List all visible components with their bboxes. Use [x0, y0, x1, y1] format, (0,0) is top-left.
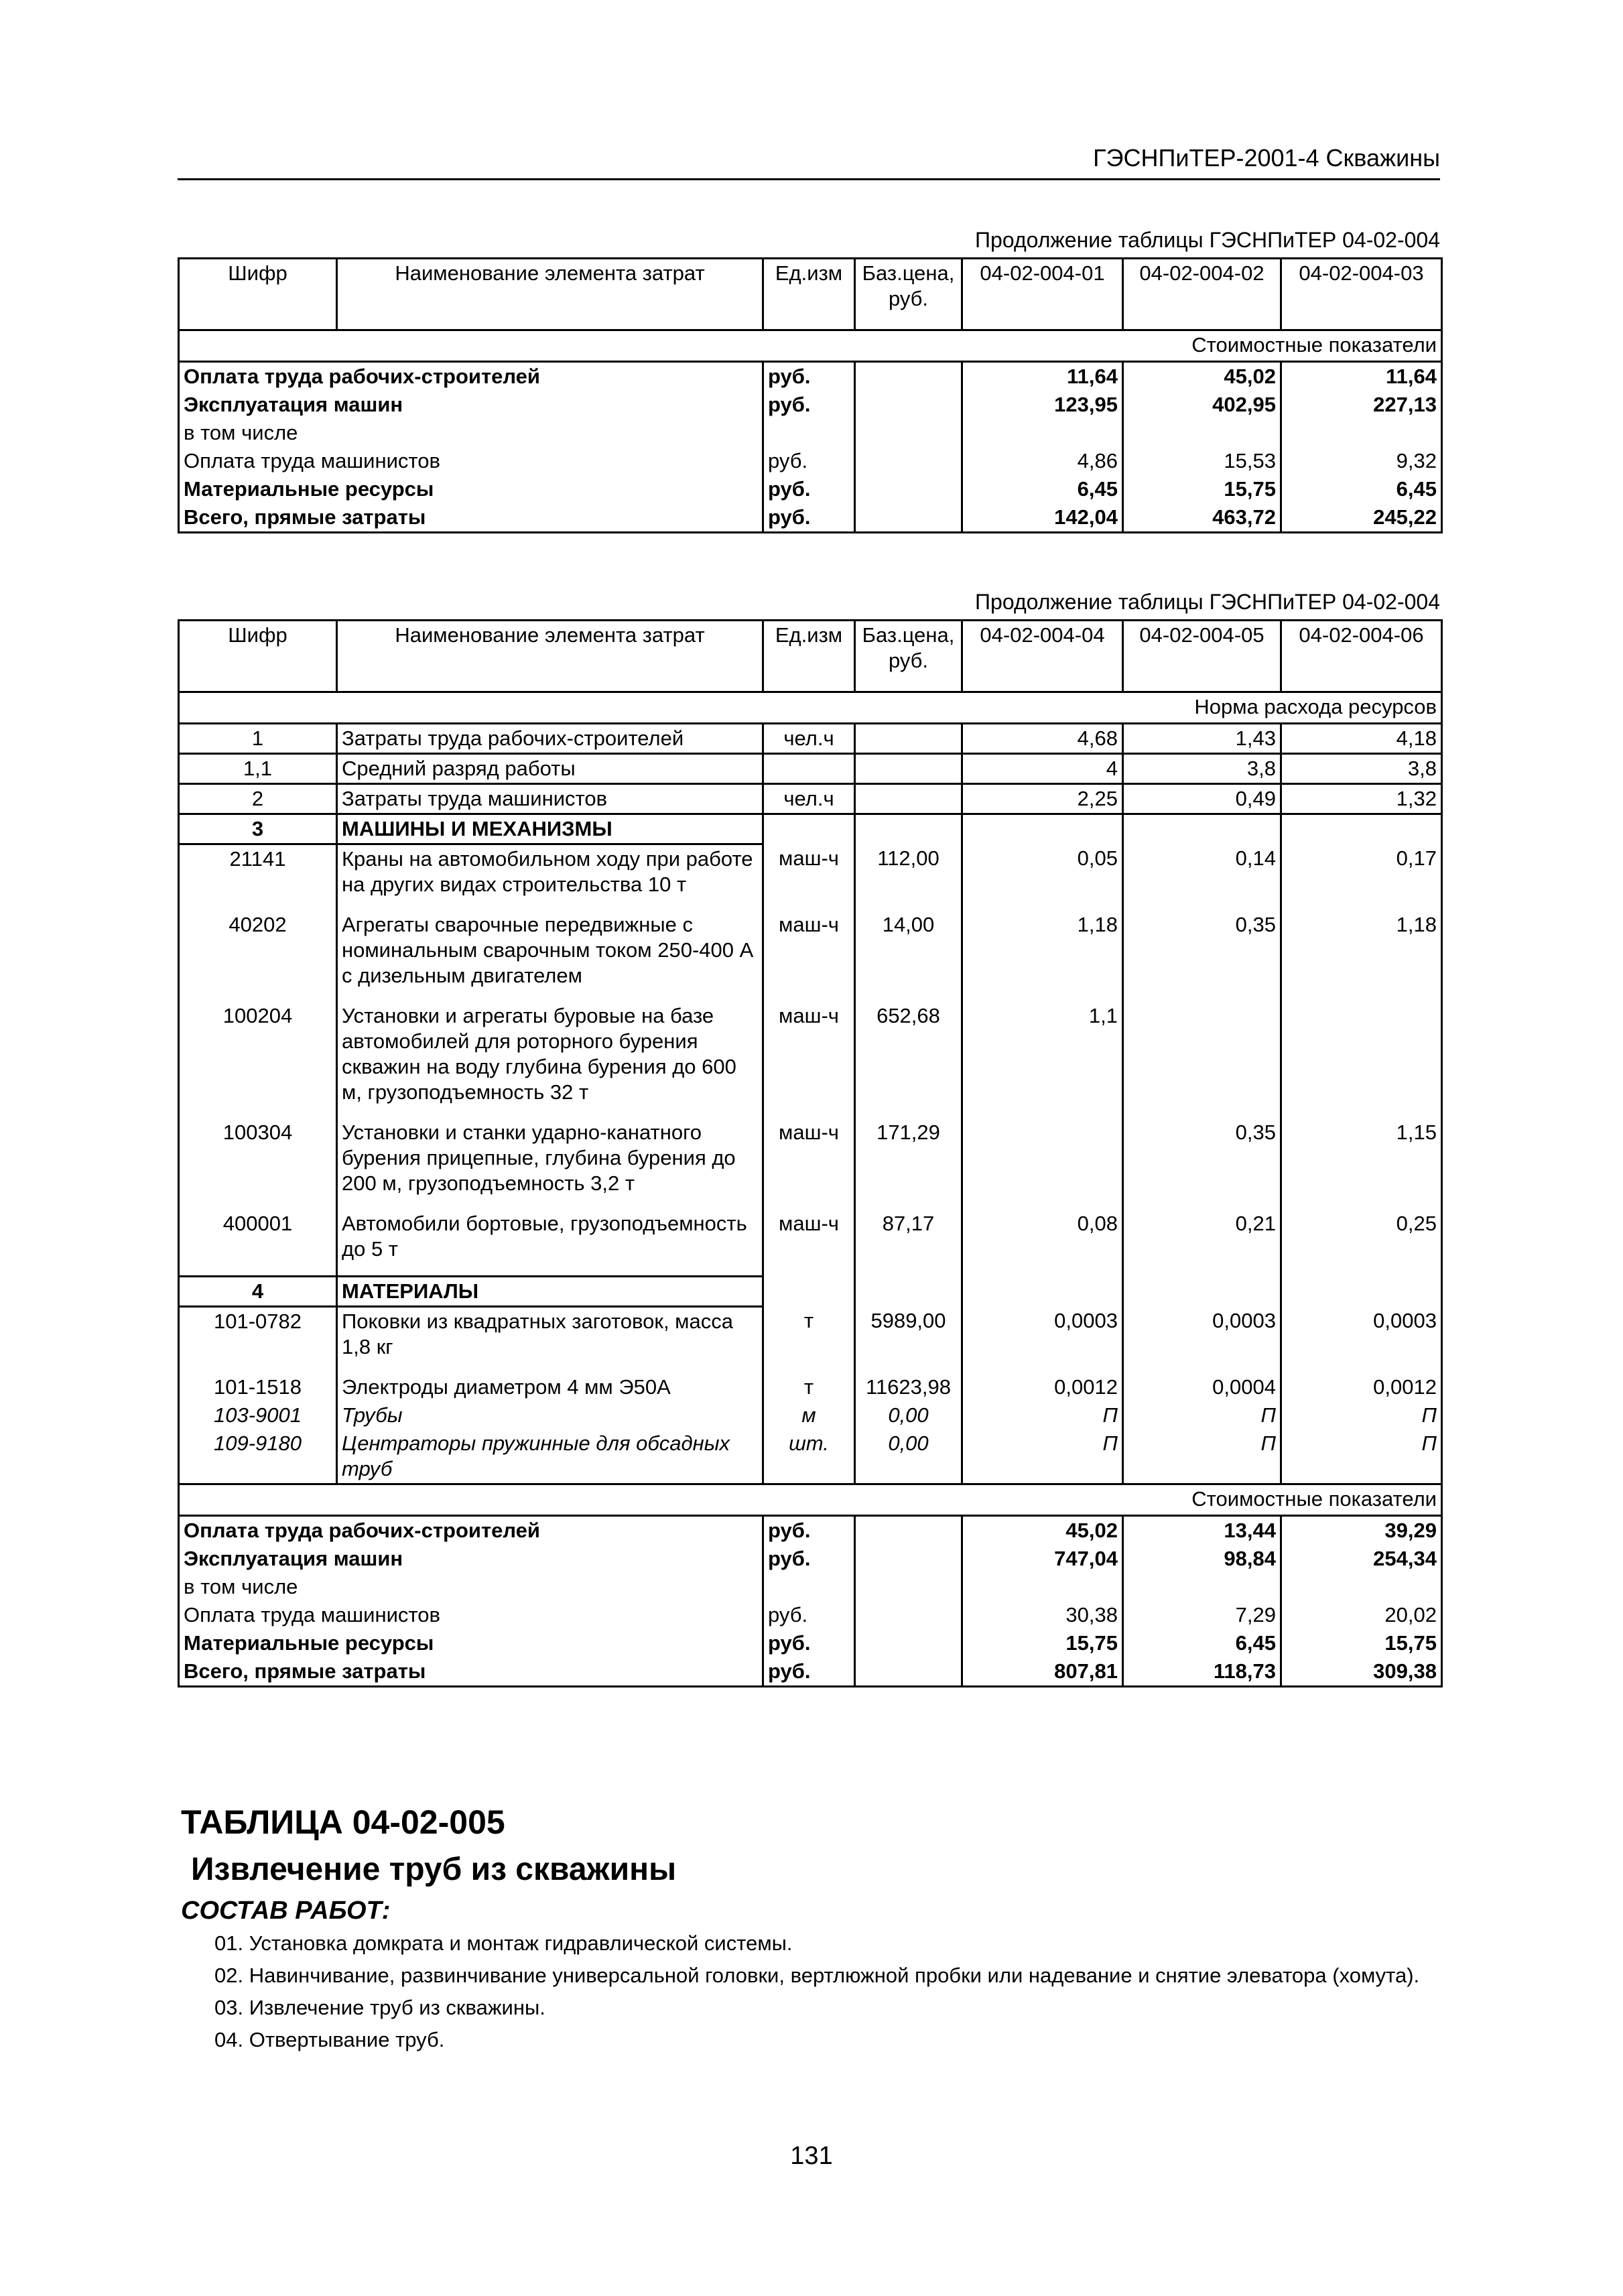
cost-value: 7,29: [1123, 1601, 1281, 1629]
composition-label: СОСТАВ РАБОТ:: [181, 1897, 391, 1925]
resource-value: 4,18: [1281, 724, 1442, 754]
resource-name: Краны на автомобильном ходу при работе на других видах строительства 10 т: [337, 844, 763, 911]
cost-name: в том числе: [179, 419, 763, 447]
empty-cell: [1281, 814, 1442, 844]
group-code: 4: [179, 1277, 337, 1307]
cost-value: 118,73: [1123, 1657, 1281, 1687]
work-item: 01. Установка домкрата и монтаж гидравлической системы.: [214, 1931, 793, 1955]
table-row: [179, 447, 1442, 475]
resource-value: 0,0003: [1123, 1307, 1281, 1374]
cost-value: 98,84: [1123, 1545, 1281, 1573]
resource-unit: [763, 754, 855, 784]
resource-value: 1,43: [1123, 724, 1281, 754]
cost-price: [855, 419, 962, 447]
resource-value: П: [1281, 1429, 1442, 1484]
resource-name: Затраты труда машинистов: [337, 784, 763, 814]
resource-code: 400001: [179, 1210, 337, 1277]
cost-value: 11,64: [1281, 362, 1442, 391]
empty-cell: [1123, 1277, 1281, 1307]
cost-unit: [763, 1573, 855, 1601]
group-header-row: [179, 1277, 1442, 1307]
resource-value: 4,68: [962, 724, 1123, 754]
resource-value: 0,25: [1281, 1210, 1442, 1277]
resource-code: 1: [179, 724, 337, 754]
cost-value: 402,95: [1123, 391, 1281, 419]
empty-cell: [763, 814, 855, 844]
resource-price: [855, 724, 962, 754]
cost-unit: руб.: [763, 475, 855, 503]
cost-value: [1123, 419, 1281, 447]
cost-value: 6,45: [1281, 475, 1442, 503]
empty-cell: [763, 1277, 855, 1307]
col-3-header: 04-02-004-03: [1281, 259, 1442, 330]
cost-value: 227,13: [1281, 391, 1442, 419]
group-header-row: [179, 814, 1442, 844]
section-label: Норма расхода ресурсов: [179, 692, 1442, 724]
col-5-header: 04-02-004-05: [1123, 621, 1281, 692]
table2-norm-row: [179, 692, 1442, 724]
col-price-header: Баз.цена, руб.: [855, 259, 962, 330]
empty-cell: [855, 1277, 962, 1307]
table2-caption: Продолжение таблицы ГЭСНПиТЕР 04-02-004: [975, 590, 1440, 614]
resource-unit: чел.ч: [763, 784, 855, 814]
resource-price: 0,00: [855, 1401, 962, 1429]
work-item: 04. Отвертывание труб.: [214, 2028, 445, 2051]
resource-value: 1,15: [1281, 1119, 1442, 1210]
resource-value: 0,0004: [1123, 1373, 1281, 1401]
cost-unit: руб.: [763, 447, 855, 475]
cost-price: [855, 1657, 962, 1687]
cost-value: 45,02: [1123, 362, 1281, 391]
resource-value: [1123, 1002, 1281, 1119]
col-code-header: Шифр: [179, 259, 337, 330]
cost-price: [855, 391, 962, 419]
resource-value: 0,0012: [1281, 1373, 1442, 1401]
cost-value: 309,38: [1281, 1657, 1442, 1687]
resource-price: 11623,98: [855, 1373, 962, 1401]
cost-value: 142,04: [962, 503, 1123, 533]
cost-name: Материальные ресурсы: [179, 1629, 763, 1657]
cost-value: 123,95: [962, 391, 1123, 419]
resource-value: 4: [962, 754, 1123, 784]
table-row: [179, 1429, 1442, 1484]
resource-value: 0,08: [962, 1210, 1123, 1277]
resource-unit: маш-ч: [763, 911, 855, 1002]
resource-code: 100304: [179, 1119, 337, 1210]
resource-value: 3,8: [1123, 754, 1281, 784]
resource-code: 103-9001: [179, 1401, 337, 1429]
cost-value: 254,34: [1281, 1545, 1442, 1573]
resource-code: 101-1518: [179, 1373, 337, 1401]
col-name-header: Наименование элемента затрат: [337, 259, 763, 330]
resource-name: Центраторы пружинные для обсадных труб: [337, 1429, 763, 1484]
cost-unit: руб.: [763, 1516, 855, 1545]
resource-name: Установки и станки ударно-канатного бурения прицепные, глубина бурения до 200 м, грузоподъемность 3,2 т: [337, 1119, 763, 1210]
resource-code: 101-0782: [179, 1307, 337, 1374]
work-item-text: 02. Навинчивание, развинчивание универсальной головки, вертлюжной пробки или надевание и снятие элеватора (хомута).: [214, 1964, 1420, 1987]
cost-value: 245,22: [1281, 503, 1442, 533]
resource-value: 0,0003: [962, 1307, 1123, 1374]
cost-unit: руб.: [763, 1629, 855, 1657]
empty-cell: [1123, 814, 1281, 844]
table-row: [179, 419, 1442, 447]
page-number: 131: [790, 2142, 833, 2170]
table-row: [179, 844, 1442, 911]
cost-value: 20,02: [1281, 1601, 1442, 1629]
resource-code: 40202: [179, 911, 337, 1002]
section-label: Стоимостные показатели: [179, 1484, 1442, 1516]
cost-value: [962, 1573, 1123, 1601]
resource-price: 14,00: [855, 911, 962, 1002]
section-label: Стоимостные показатели: [179, 330, 1442, 362]
resource-value: П: [1123, 1429, 1281, 1484]
empty-cell: [962, 814, 1123, 844]
resource-value: [962, 1119, 1123, 1210]
table-row: [179, 1601, 1442, 1629]
cost-value: 45,02: [962, 1516, 1123, 1545]
table-row: [179, 1545, 1442, 1573]
resource-code: 1,1: [179, 754, 337, 784]
cost-price: [855, 1601, 962, 1629]
col-name-header: Наименование элемента затрат: [337, 621, 763, 692]
cost-value: 39,29: [1281, 1516, 1442, 1545]
table-row: [179, 503, 1442, 533]
resource-price: 171,29: [855, 1119, 962, 1210]
header-rule: [178, 178, 1440, 180]
resource-code: 2: [179, 784, 337, 814]
cost-unit: руб.: [763, 503, 855, 533]
cost-price: [855, 475, 962, 503]
running-header: ГЭСНПиТЕР-2001-4 Скважины: [1093, 144, 1440, 172]
resource-unit: маш-ч: [763, 1119, 855, 1210]
table-row: [179, 1657, 1442, 1687]
work-item: 03. Извлечение труб из скважины.: [214, 1996, 545, 2019]
cost-value: 15,75: [1123, 475, 1281, 503]
cost-value: [1123, 1573, 1281, 1601]
cost-value: 807,81: [962, 1657, 1123, 1687]
cost-name: Эксплуатация машин: [179, 391, 763, 419]
table-row: [179, 911, 1442, 1002]
cost-value: 11,64: [962, 362, 1123, 391]
cost-name: Эксплуатация машин: [179, 1545, 763, 1573]
table2-header-row: [179, 621, 1442, 692]
cost-value: 9,32: [1281, 447, 1442, 475]
table2: [178, 619, 1443, 1687]
cost-value: [962, 419, 1123, 447]
resource-value: 1,32: [1281, 784, 1442, 814]
group-code: 3: [179, 814, 337, 844]
resource-unit: маш-ч: [763, 844, 855, 911]
table1-caption: Продолжение таблицы ГЭСНПиТЕР 04-02-004: [975, 228, 1440, 252]
cost-price: [855, 1545, 962, 1573]
resource-name: Агрегаты сварочные передвижные с номинальным сварочным током 250-400 А с дизельным двигателем: [337, 911, 763, 1002]
cost-value: 6,45: [1123, 1629, 1281, 1657]
table-row: [179, 784, 1442, 814]
cost-name: Материальные ресурсы: [179, 475, 763, 503]
resource-value: 2,25: [962, 784, 1123, 814]
col-4-header: 04-02-004-04: [962, 621, 1123, 692]
table2-cost-section-row: [179, 1484, 1442, 1516]
resource-value: 0,49: [1123, 784, 1281, 814]
cost-name: Оплата труда машинистов: [179, 1601, 763, 1629]
resource-value: 1,18: [1281, 911, 1442, 1002]
cost-price: [855, 503, 962, 533]
resource-name: Затраты труда рабочих-строителей: [337, 724, 763, 754]
resource-name: Установки и агрегаты буровые на базе автомобилей для роторного бурения скважин на воду глубина бурения до 600 м, грузоподъемность 32 т: [337, 1002, 763, 1119]
table-row: [179, 1210, 1442, 1277]
resource-price: 5989,00: [855, 1307, 962, 1374]
work-list: [181, 1930, 1441, 2053]
table-row: [179, 724, 1442, 754]
col-6-header: 04-02-004-06: [1281, 621, 1442, 692]
resource-price: [855, 784, 962, 814]
cost-value: 15,75: [962, 1629, 1123, 1657]
resource-value: 0,0003: [1281, 1307, 1442, 1374]
resource-price: [855, 754, 962, 784]
col-unit-header: Ед.изм: [763, 621, 855, 692]
resource-value: 3,8: [1281, 754, 1442, 784]
resource-unit: маш-ч: [763, 1210, 855, 1277]
resource-value: П: [1123, 1401, 1281, 1429]
table2-body: [179, 724, 1442, 1687]
resource-value: 1,18: [962, 911, 1123, 1002]
cost-value: 30,38: [962, 1601, 1123, 1629]
resource-value: 1,1: [962, 1002, 1123, 1119]
resource-value: П: [962, 1429, 1123, 1484]
resource-value: 0,14: [1123, 844, 1281, 911]
table-row: [179, 391, 1442, 419]
resource-unit: м: [763, 1401, 855, 1429]
cost-price: [855, 362, 962, 391]
resource-value: [1281, 1002, 1442, 1119]
resource-name: Средний разряд работы: [337, 754, 763, 784]
cost-unit: руб.: [763, 362, 855, 391]
cost-price: [855, 1573, 962, 1601]
resource-unit: т: [763, 1373, 855, 1401]
resource-price: 0,00: [855, 1429, 962, 1484]
cost-value: 6,45: [962, 475, 1123, 503]
cost-value: 747,04: [962, 1545, 1123, 1573]
resource-value: 0,21: [1123, 1210, 1281, 1277]
cost-value: 463,72: [1123, 503, 1281, 533]
table-row: [179, 1401, 1442, 1429]
table1: [178, 257, 1443, 533]
table-name: Извлечение труб из скважины: [191, 1852, 677, 1887]
resource-value: 0,17: [1281, 844, 1442, 911]
resource-name: Электроды диаметром 4 мм Э50А: [337, 1373, 763, 1401]
cost-name: Всего, прямые затраты: [179, 1657, 763, 1687]
cost-value: 13,44: [1123, 1516, 1281, 1545]
table-row: [179, 475, 1442, 503]
resource-unit: чел.ч: [763, 724, 855, 754]
resource-code: 21141: [179, 844, 337, 911]
cost-value: [1281, 419, 1442, 447]
col-code-header: Шифр: [179, 621, 337, 692]
table-row: [179, 1629, 1442, 1657]
group-name: МАТЕРИАЛЫ: [337, 1277, 763, 1307]
table-row: [179, 1307, 1442, 1374]
resource-value: 0,35: [1123, 1119, 1281, 1210]
cost-value: [1281, 1573, 1442, 1601]
resource-price: 112,00: [855, 844, 962, 911]
col-2-header: 04-02-004-02: [1123, 259, 1281, 330]
work-item: [147, 1962, 1441, 1989]
table-row: [179, 1119, 1442, 1210]
cost-value: 15,75: [1281, 1629, 1442, 1657]
cost-unit: руб.: [763, 1601, 855, 1629]
table1-section-row: [179, 330, 1442, 362]
cost-name: Всего, прямые затраты: [179, 503, 763, 533]
empty-cell: [855, 814, 962, 844]
cost-unit: руб.: [763, 391, 855, 419]
cost-name: Оплата труда рабочих-строителей: [179, 1516, 763, 1545]
empty-cell: [1281, 1277, 1442, 1307]
cost-value: 15,53: [1123, 447, 1281, 475]
cost-price: [855, 447, 962, 475]
table1-body: [179, 362, 1442, 533]
cost-name: в том числе: [179, 1573, 763, 1601]
cost-price: [855, 1516, 962, 1545]
resource-value: П: [962, 1401, 1123, 1429]
col-1-header: 04-02-004-01: [962, 259, 1123, 330]
resource-name: Трубы: [337, 1401, 763, 1429]
col-price-header: Баз.цена, руб.: [855, 621, 962, 692]
resource-unit: маш-ч: [763, 1002, 855, 1119]
cost-unit: руб.: [763, 1545, 855, 1573]
cost-price: [855, 1629, 962, 1657]
resource-name: Поковки из квадратных заготовок, масса 1,8 кг: [337, 1307, 763, 1374]
resource-unit: т: [763, 1307, 855, 1374]
cost-name: Оплата труда рабочих-строителей: [179, 362, 763, 391]
table-row: [179, 1373, 1442, 1401]
resource-code: 100204: [179, 1002, 337, 1119]
group-name: МАШИНЫ И МЕХАНИЗМЫ: [337, 814, 763, 844]
resource-name: Автомобили бортовые, грузоподъемность до 5 т: [337, 1210, 763, 1277]
table-row: [179, 754, 1442, 784]
table1-header-row: [179, 259, 1442, 330]
table-row: [179, 362, 1442, 391]
cost-unit: руб.: [763, 1657, 855, 1687]
resource-value: 0,05: [962, 844, 1123, 911]
cost-name: Оплата труда машинистов: [179, 447, 763, 475]
table-row: [179, 1516, 1442, 1545]
cost-unit: [763, 419, 855, 447]
resource-price: 652,68: [855, 1002, 962, 1119]
empty-cell: [962, 1277, 1123, 1307]
cost-value: 4,86: [962, 447, 1123, 475]
resource-unit: шт.: [763, 1429, 855, 1484]
resource-value: П: [1281, 1401, 1442, 1429]
resource-price: 87,17: [855, 1210, 962, 1277]
table-row: [179, 1573, 1442, 1601]
resource-code: 109-9180: [179, 1429, 337, 1484]
table-row: [179, 1002, 1442, 1119]
table-title: ТАБЛИЦА 04-02-005: [181, 1803, 505, 1841]
resource-value: 0,0012: [962, 1373, 1123, 1401]
col-unit-header: Ед.изм: [763, 259, 855, 330]
resource-value: 0,35: [1123, 911, 1281, 1002]
